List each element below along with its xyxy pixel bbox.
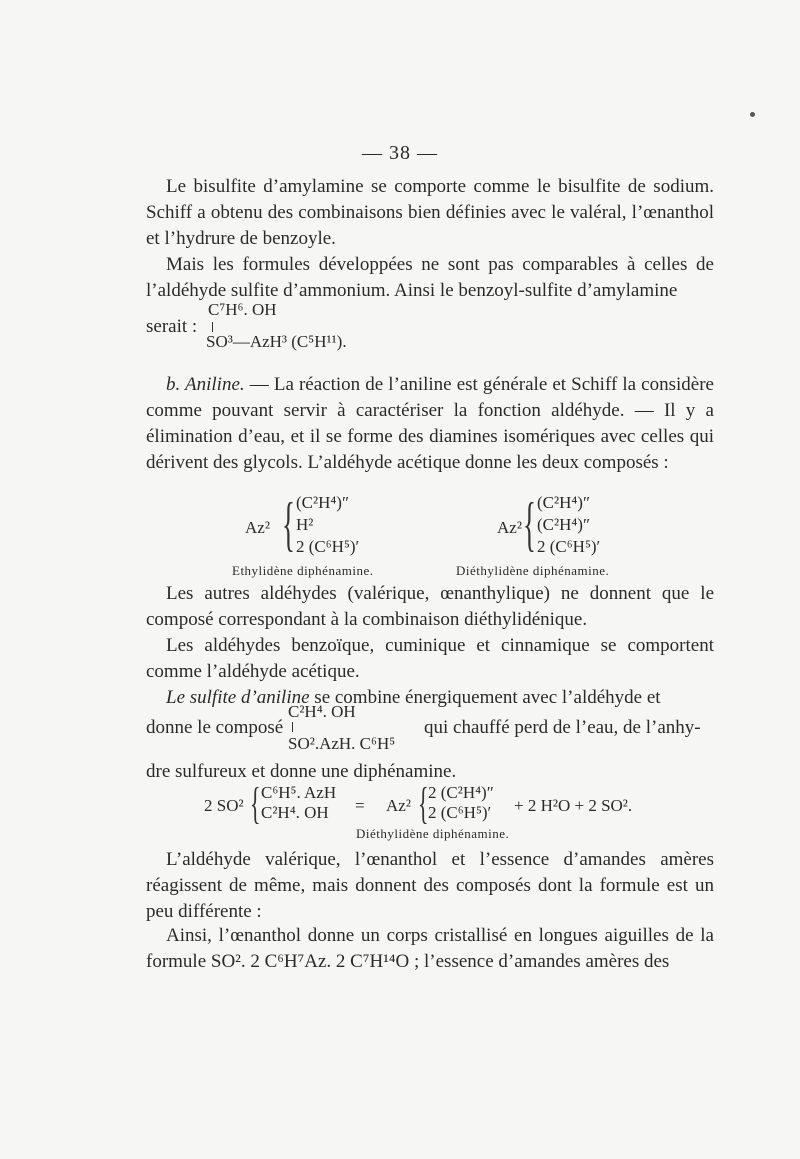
left-compound-prefix: Az² xyxy=(245,518,270,537)
page-number: — 38 — xyxy=(362,142,438,164)
ink-dot xyxy=(750,112,755,117)
sulfite-text: se combine énergiquement avec l’aldéhyde et xyxy=(309,687,661,708)
sulfite-heading: Le sulfite d’aniline xyxy=(166,687,310,708)
eq-rhs-brace: { xyxy=(418,779,429,828)
paragraph-aniline xyxy=(146,372,714,476)
right-compound-prefix: Az² xyxy=(497,518,522,537)
paragraph-valerique: L’aldéhyde valérique, l’œnanthol et l’essence d’amandes amères réagissent de même, mais donnent des composés dont la formule est un peu différente : xyxy=(146,849,714,922)
paragraph-oenanthol: Ainsi, l’œnanthol donne un corps cristallisé en longues aiguilles de la formule SO². 2 C⁶H⁷Az. 2 C⁷H¹⁴O ; l’essence d’amandes amères des xyxy=(146,925,714,972)
right-compound-line: (C²H⁴)″ xyxy=(537,515,591,534)
paragraph-formules: Mais les formules développées ne sont pas comparables à celles de l’aldéhyde sulfite d’ammonium. Ainsi le benzoyl-sulfite d’amylamine xyxy=(146,254,714,301)
left-compound-line: 2 (C⁶H⁵)′ xyxy=(296,537,360,556)
right-compound-caption: Diéthylidène diphénamine. xyxy=(456,563,610,578)
eq-lhs-brace: { xyxy=(250,779,261,828)
eq-lhs-line: C⁶H⁵. AzH xyxy=(261,783,337,802)
right-brace: { xyxy=(523,491,536,557)
eq-equals: = xyxy=(355,796,365,815)
aniline-text: — La réaction de l’aniline est générale et Schiff la considère comme pouvant servir à caractériser la fonction aldéhyde. — Il y a élimination d’eau, et il se forme des diamines isomériques avec celles qui dérivent des glycols. L’aldéhyde acétique donne les deux composés : xyxy=(146,374,714,473)
paragraph-bisulfite: Le bisulfite d’amylamine se comporte comme le bisulfite de sodium. Schiff a obtenu des combinaisons bien définies avec le valéral, l’œnanthol et l’hydrure de benzoyle. xyxy=(146,176,714,249)
serait-label: serait : xyxy=(146,316,198,337)
eq-caption: Diéthylidène diphénamine. xyxy=(356,826,510,841)
bond-tick xyxy=(212,322,213,332)
aniline-heading: b. Aniline. xyxy=(166,374,245,395)
paragraph-autres: Les autres aldéhydes (valérique, œnanthylique) ne donnent que le composé correspondant à la combinaison diéthylidénique. xyxy=(146,583,714,630)
paragraph-benzoique: Les aldéhydes benzoïque, cuminique et cinnamique se comportent comme l’aldéhyde acétique. xyxy=(146,635,714,682)
eq-rhs-line: 2 (C²H⁴)″ xyxy=(428,783,494,802)
right-compound-line: 2 (C⁶H⁵)′ xyxy=(537,537,601,556)
right-compound-line: (C²H⁴)″ xyxy=(537,493,591,512)
formula2-top: C²H⁴. OH xyxy=(288,702,356,721)
left-compound-caption: Ethylidène diphénamine. xyxy=(232,563,374,578)
paragraph-sulfite xyxy=(146,685,714,711)
eq-tail: + 2 H²O + 2 SO². xyxy=(514,796,633,815)
donne-label: donne le composé xyxy=(146,717,284,738)
formula2-bottom: SO².AzH. C⁶H⁵ xyxy=(288,734,396,753)
bond-tick xyxy=(292,722,293,732)
formula2-after: qui chauffé perd de l’eau, de l’anhy- xyxy=(424,717,701,738)
left-compound-line: (C²H⁴)″ xyxy=(296,493,350,512)
formula1-bottom: SO³—AzH³ (C⁵H¹¹). xyxy=(206,332,347,351)
left-brace: { xyxy=(282,491,295,557)
eq-rhs-line: 2 (C⁶H⁵)′ xyxy=(428,803,492,822)
eq-lhs-prefix: 2 SO² xyxy=(204,796,244,815)
eq-lhs-line: C²H⁴. OH xyxy=(261,803,329,822)
left-compound-line: H² xyxy=(296,515,314,534)
eq-rhs-prefix: Az² xyxy=(386,796,411,815)
formula1-top: C⁷H⁶. OH xyxy=(208,300,277,319)
paragraph-diphenamine: dre sulfureux et donne une diphénamine. xyxy=(146,761,457,782)
